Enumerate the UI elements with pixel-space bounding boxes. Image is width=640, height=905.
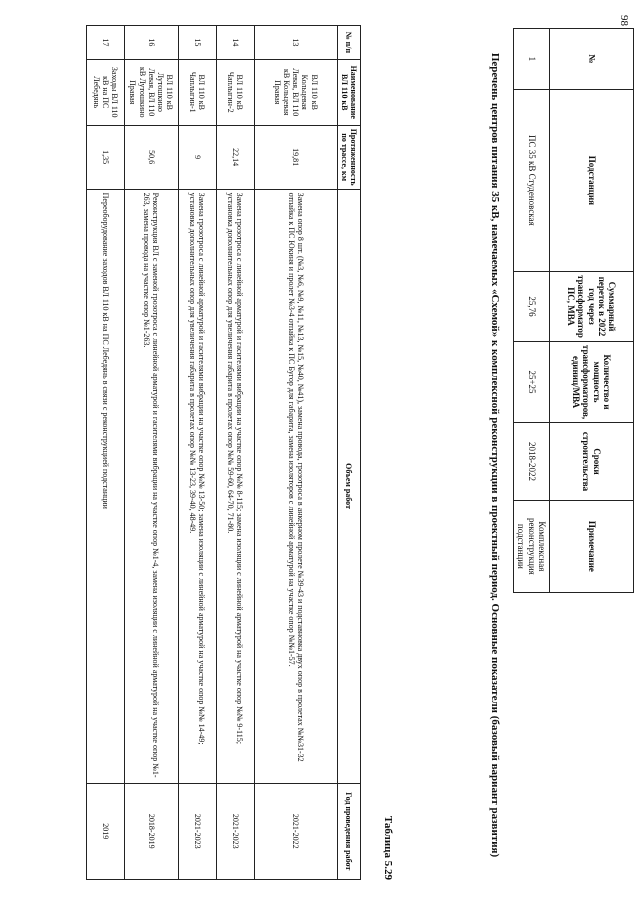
cell-name: Заходы ВЛ 110 кВ на ПС Лебедянь [86,59,124,125]
header-transformers: Количество и мощность трансформаторов, единиц/МВА [550,341,634,422]
page-number: 98 [618,15,630,26]
cell-num: 13 [254,26,337,60]
cell-num: 14 [216,26,254,60]
table-header-row [550,29,634,593]
vl-works-table [86,25,361,880]
cell-num: 17 [86,26,124,60]
table-row [513,29,549,593]
table-row [216,26,254,880]
cell-year: 2018-2019 [124,783,178,879]
cell-substation: ПС 35 кВ Студеновская [513,89,549,271]
header-overload: Суммарный переток в 2022 год через трансформатор ПС, МВА [550,272,634,342]
cell-length: 9 [178,125,216,189]
header-year: Год проведения работ [337,783,360,879]
cell-length: 1,35 [86,125,124,189]
table-label: Таблица 5.29 [382,815,394,880]
cell-name: ВЛ 110 кВ Чаплыгин-2 [216,59,254,125]
cell-num: 16 [124,26,178,60]
cell-num: 1 [513,29,549,90]
table-row [178,26,216,880]
cell-length: 19,81 [254,125,337,189]
cell-name: ВЛ 110 кВ Чаплыгин-1 [178,59,216,125]
table-row [254,26,337,880]
cell-transformers: 25+25 [513,341,549,422]
header-period: Сроки строительства [550,423,634,501]
cell-year: 2021-2022 [254,783,337,879]
cell-works: Переоборудование заходов ВЛ 110 кВ на ПС Лебедянь в связи с реконструкцией подстанции [86,189,124,783]
cell-works: Замена грозотроса с линейной арматурой и гасителями вибрации на участке опор №№ 13-50; замена изоляции с линейной арматурой на участке опор №№ 14-49; установка дополнительных опор для увеличения габарита в пролетах опор №№ 13-23, 39-40, 48-49. [178,189,216,783]
table-header-row [337,26,360,880]
cell-overload: 25,76 [513,272,549,342]
cell-num: 15 [178,26,216,60]
cell-works: Замена опор 8 шт. (№3, №6, №9, №11, №13, №15, №40, №41), замена провода, грозотроса в анкерном пролете №39-43 и подставновка двух опор в пролетах №№31-32 отпайка к ПС Юкиня и пролет №3-4 отпайка к ПС Бугор для габарита, замена изоляторов с линейной арматурой на участке опор №№1-57. [254,189,337,783]
header-works: Объем работ [337,189,360,783]
cell-length: 22,14 [216,125,254,189]
cell-year: 2021-2023 [216,783,254,879]
header-num: № [550,29,634,90]
cell-year: 2021-2023 [178,783,216,879]
header-substation: Подстанция [550,89,634,271]
cell-name: ВЛ 110 кВ Кольцевая Левая, ВЛ 110 кВ Кольцевая Правая [254,59,337,125]
cell-length: 50,6 [124,125,178,189]
header-length: Протяженность по трассе, км [337,125,360,189]
cell-works: Реконструкция ВЛ с заменой грозотроса с линейной арматурой и гасителями вибрации на участке опор №1-4, замена изоляции с линейной арматурой на участке опор №1-263, замена провода на участке опор №1-263. [124,189,178,783]
substations-table [513,28,634,593]
cell-year: 2019 [86,783,124,879]
cell-name: ВЛ 110 кВ Лутошкино Левая, ВЛ 110 кВ Лутошкино Правая [124,59,178,125]
header-num: № п/п [337,26,360,60]
table-title: Перечень центров питания 35 кВ, намечаемых «Схемой» к комплексной реконструкции в проектный период. Основные показатели (базовый вариант развития) [489,52,501,858]
cell-note: Комплексная реконструкция подстанции [513,500,549,592]
cell-works: Замена грозотроса с линейной арматурой и гасителями вибрации на участке опор №№ 8-115; замена изоляции с линейной арматурой на участке опор №№ 9-115; установка дополнительных опор для увеличения габарита в пролетах опор №№ 59-60, 64-70, 71-80. [216,189,254,783]
table-row [124,26,178,880]
table-row [86,26,124,880]
header-name: Наименование ВЛ 110 кВ [337,59,360,125]
cell-period: 2018-2022 [513,423,549,501]
header-note: Примечание [550,500,634,592]
